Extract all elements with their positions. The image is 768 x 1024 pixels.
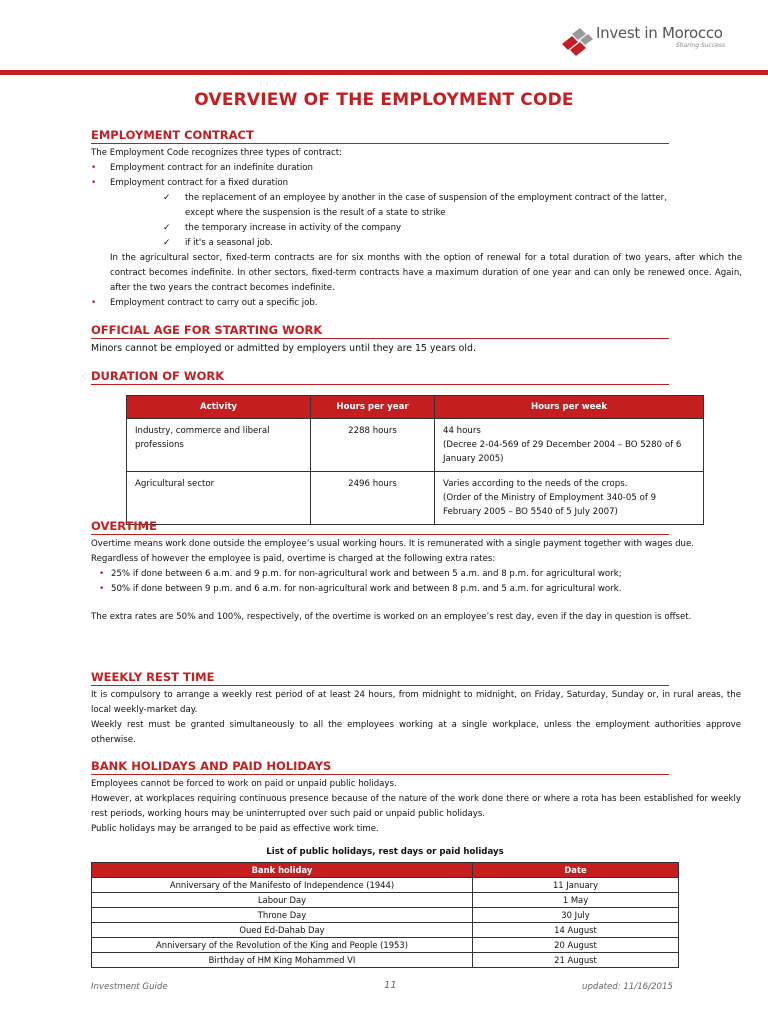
table-row: [127, 472, 704, 525]
bullet-icon: •: [91, 163, 97, 173]
table-cell: Throne Day: [92, 908, 473, 923]
logo-name: Invest in Morocco: [596, 24, 723, 42]
list-item: • 25% if done between 6 a.m. and 9 p.m. for non-agricultural work and between 5 a.m. and 8 p.m. for agricultural work;: [99, 567, 741, 582]
section-heading: EMPLOYMENT CONTRACT: [91, 128, 669, 144]
holiday-paragraph: Public holidays may be arranged to be paid as effective work time.: [91, 824, 379, 834]
list-item: • Employment contract for an indefinite duration: [91, 161, 669, 176]
age-text: Minors cannot be employed or admitted by employers until they are 15 years old.: [91, 343, 476, 354]
section-overtime: [91, 519, 741, 625]
section-holidays: [91, 759, 741, 837]
table-cell: 30 July: [473, 908, 679, 923]
holiday-paragraph: Employees cannot be forced to work on paid or unpaid public holidays.: [91, 779, 397, 789]
table-row: [127, 419, 704, 472]
contract-list: [91, 296, 669, 311]
table-row: [92, 923, 679, 938]
section-age: [91, 323, 669, 356]
list-item: ✓ the replacement of an employee by another in the case of suspension of the employment contract of the latter,: [163, 191, 669, 206]
table-header: Activity: [127, 396, 311, 419]
table-row: [92, 878, 679, 893]
list-item: ✓ the temporary increase in activity of the company: [163, 221, 669, 236]
section-duration: [91, 369, 669, 387]
table-cell: Anniversary of the Manifesto of Independence (1944): [92, 878, 473, 893]
checkmark-icon: ✓: [163, 193, 171, 203]
table-row: [92, 953, 679, 968]
bullet-icon: •: [99, 569, 105, 579]
table-header: Date: [473, 863, 679, 878]
list-item: • Employment contract for a fixed duration: [91, 176, 669, 191]
footer-guide-name: Investment Guide: [91, 982, 168, 992]
holiday-paragraph: However, at workplaces requiring continuous presence because of the nature of the work done there or where a rota has been established for weekly rest periods, working hours may be uninterrupted over such paid or unpaid public holidays.: [91, 794, 741, 819]
table-cell: 44 hours (Decree 2-04-569 of 29 December 2004 – BO 5280 of 6 January 2005): [435, 419, 704, 472]
table-cell: Agricultural sector: [127, 472, 311, 525]
overtime-rates: [91, 567, 741, 597]
holiday-table: [91, 862, 679, 968]
header-rule: [0, 70, 768, 75]
table-cell: 2496 hours: [311, 472, 435, 525]
fixed-duration-cases: [91, 191, 669, 251]
overtime-rates-intro: Regardless of however the employee is paid, overtime is charged at the following extra rates:: [91, 554, 496, 564]
table-cell: 20 August: [473, 938, 679, 953]
table-cell: Labour Day: [92, 893, 473, 908]
bullet-icon: •: [91, 178, 97, 188]
logo-tagline: Sharing Success: [676, 42, 726, 49]
table-row: [92, 908, 679, 923]
table-cell: 14 August: [473, 923, 679, 938]
section-heading: OVERTIME: [91, 519, 669, 535]
table-cell: Birthday of HM King Mohammed VI: [92, 953, 473, 968]
table-cell: 21 August: [473, 953, 679, 968]
table-cell: 1 May: [473, 893, 679, 908]
checkmark-icon: ✓: [163, 223, 171, 233]
section-employment-contract: [91, 128, 742, 311]
table-cell: Varies according to the needs of the crops. (Order of the Ministry of Employment 340-05 of 9 February 2005 – BO 5540 of 5 July 2007): [435, 472, 704, 525]
section-heading: DURATION OF WORK: [91, 369, 669, 385]
work-duration-table: [126, 395, 704, 525]
bullet-icon: •: [99, 584, 105, 594]
table-header: Hours per year: [311, 396, 435, 419]
rest-paragraph: Weekly rest must be granted simultaneously to all the employees working at a single workplace, unless the employment authorities approve otherwise.: [91, 720, 741, 745]
bullet-icon: •: [91, 298, 97, 308]
section-heading: WEEKLY REST TIME: [91, 670, 669, 686]
list-item: • Employment contract to carry out a specific job.: [91, 296, 669, 311]
contract-list: [91, 161, 669, 191]
overtime-rest-day: The extra rates are 50% and 100%, respectively, of the overtime is worked on an employee’s rest day, even if the day in question is offset.: [91, 612, 692, 622]
table-header: Hours per week: [435, 396, 704, 419]
page-number: 11: [384, 980, 397, 991]
overtime-definition: Overtime means work done outside the employee’s usual working hours. It is remunerated with a single payment together with wages due.: [91, 539, 694, 549]
table-cell: 11 January: [473, 878, 679, 893]
table-cell: Industry, commerce and liberal professions: [127, 419, 311, 472]
table-header: Bank holiday: [92, 863, 473, 878]
table-row: [92, 938, 679, 953]
checkmark-icon: ✓: [163, 238, 171, 248]
section-weekly-rest: [91, 670, 741, 748]
logo-mark-icon: [558, 22, 594, 58]
holiday-table-caption: List of public holidays, rest days or paid holidays: [266, 847, 504, 857]
list-item: except where the suspension is the result of a state to strike: [185, 208, 446, 218]
list-item: • 50% if done between 9 p.m. and 6 a.m. for non-agricultural work and between 8 p.m. and 5 a.m. for agricultural work.: [99, 582, 741, 597]
page-title: OVERVIEW OF THE EMPLOYMENT CODE: [194, 90, 574, 110]
list-item: ✓ if it's a seasonal job.: [163, 236, 669, 251]
fixed-term-paragraph: In the agricultural sector, fixed-term contracts are for six months with the option of renewal for a total duration of two years, after which the contract becomes indefinite. In other sectors, fixed-term contracts have a maximum duration of one year and can only be renewed once. Again, after the two years the contract becomes indefinite.: [110, 253, 742, 293]
table-row: [92, 893, 679, 908]
section-heading: OFFICIAL AGE FOR STARTING WORK: [91, 323, 669, 339]
section-intro: The Employment Code recognizes three types of contract:: [91, 148, 343, 158]
section-heading: BANK HOLIDAYS AND PAID HOLIDAYS: [91, 759, 669, 775]
footer-updated: updated: 11/16/2015: [582, 982, 673, 992]
table-cell: Anniversary of the Revolution of the King and People (1953): [92, 938, 473, 953]
rest-paragraph: It is compulsory to arrange a weekly rest period of at least 24 hours, from midnight to midnight, on Friday, Saturday, Sunday or, in rural areas, the local weekly-market day.: [91, 690, 741, 715]
table-cell: Oued Ed-Dahab Day: [92, 923, 473, 938]
table-cell: 2288 hours: [311, 419, 435, 472]
